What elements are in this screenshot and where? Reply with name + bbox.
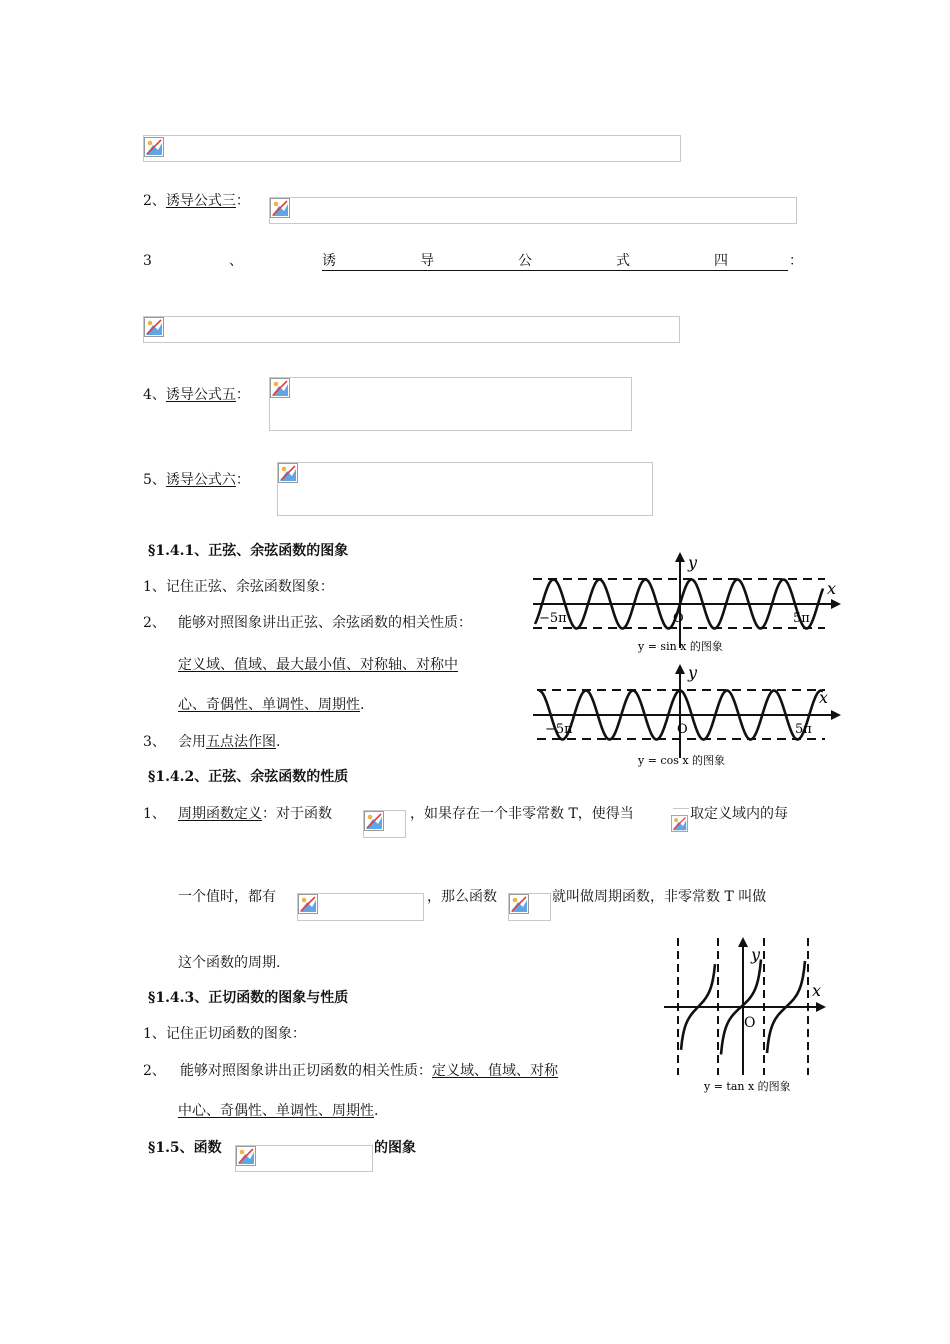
formula-item-2: 2、诱导公式三： <box>143 193 250 209</box>
s142-line-2-a: 一个值时，都有 <box>178 889 276 905</box>
s141-item-1: 1、记住正弦、余弦函数图象： <box>143 579 334 595</box>
x-axis-label: x <box>827 579 837 598</box>
broken-image-icon <box>236 1146 256 1166</box>
s142-line-3: 这个函数的周期. <box>178 955 281 971</box>
s141-item-2-num: 2、 <box>143 615 166 631</box>
s141-properties-line-1: 定义域、值域、最大最小值、对称轴、对称中 <box>178 657 458 673</box>
section-title-1-4-2: §1.4.2、正弦、余弦函数的性质 <box>148 769 349 785</box>
s141-item-3-text: 会用五点法作图. <box>178 734 281 750</box>
s141-item-3-num: 3、 <box>143 734 166 750</box>
x-axis-arrow-icon <box>816 1002 826 1012</box>
tangent-graph <box>660 930 830 1096</box>
y-axis-arrow-icon <box>738 937 748 947</box>
broken-image-icon <box>144 137 164 157</box>
s143-item-1: 1、记住正切函数的图象： <box>143 1026 306 1042</box>
left-tick-label: −5π <box>545 722 573 737</box>
origin-label: O <box>744 1015 756 1031</box>
x-axis-label: x <box>812 981 822 1000</box>
y-axis-label: y <box>688 663 698 682</box>
broken-image-icon <box>364 811 384 831</box>
origin-label: O <box>673 611 684 626</box>
x-axis-arrow-icon <box>831 710 841 720</box>
section-title-1-5-pre: §1.5、函数 <box>148 1140 222 1156</box>
y-axis-arrow-icon <box>675 664 685 674</box>
right-tick-label: 5π <box>793 611 810 626</box>
formula-image-frame <box>673 808 689 809</box>
y-axis-label: y <box>751 945 761 964</box>
y-axis-label: y <box>688 553 698 572</box>
section-title-1-4-3: §1.4.3、正切函数的图象与性质 <box>148 990 349 1006</box>
broken-image-icon <box>298 894 318 914</box>
x-axis-label: x <box>819 688 829 707</box>
formula-image-frame <box>277 462 653 516</box>
s142-line-2-c: 就叫做周期函数，非零常数 T 叫做 <box>552 889 767 905</box>
graph-caption: y = tan x 的图象 <box>704 1080 791 1093</box>
cosine-graph <box>525 660 845 772</box>
formula-item-4: 4、诱导公式五： <box>143 387 250 403</box>
formula-image-frame <box>143 316 680 343</box>
graph-caption: y = sin x 的图象 <box>638 640 723 653</box>
s142-item-1-text-c: 取定义域内的每 <box>690 806 788 822</box>
broken-image-icon <box>144 317 164 337</box>
right-tick-label: 5π <box>795 722 812 737</box>
graph-caption: y = cos x 的图象 <box>638 754 726 767</box>
left-tick-label: −5π <box>539 611 567 626</box>
x-axis-arrow-icon <box>831 599 841 609</box>
formula-item-3-colon: ： <box>789 253 803 269</box>
formula-image-frame <box>269 197 797 224</box>
formula-image-frame <box>143 135 681 162</box>
broken-image-icon <box>509 894 529 914</box>
formula-label: 诱导公式五 <box>165 387 236 403</box>
broken-image-icon <box>270 198 290 218</box>
formula-image-frame <box>269 377 632 431</box>
s143-item-2-line-2: 中心、奇偶性、单调性、周期性. <box>178 1103 379 1119</box>
s143-item-2-text: 能够对照图象讲出正切函数的相关性质：定义域、值域、对称 <box>180 1063 558 1079</box>
s142-line-2-b: ，那么函数 <box>427 889 497 905</box>
y-axis-arrow-icon <box>675 552 685 562</box>
sine-graph <box>525 548 845 658</box>
origin-label: O <box>677 722 688 737</box>
broken-image-icon <box>278 463 298 483</box>
section-title-1-4-1: §1.4.1、正弦、余弦函数的图象 <box>148 543 349 559</box>
s143-item-2-num: 2、 <box>143 1063 166 1079</box>
s141-item-2-text: 能够对照图象讲出正弦、余弦函数的相关性质： <box>178 615 472 631</box>
formula-item-5: 5、诱导公式六： <box>143 472 250 488</box>
s142-item-1-label: 周期函数定义：对于函数 <box>178 806 332 822</box>
broken-image-icon <box>270 378 290 398</box>
formula-label: 诱导公式三 <box>165 193 236 209</box>
formula-item-3-label: 诱 导 公 式 四 <box>322 252 788 271</box>
formula-item-3-sep: 、 <box>229 253 243 269</box>
s141-properties-line-2: 心、奇偶性、单调性、周期性. <box>178 697 365 713</box>
broken-image-icon <box>671 815 688 832</box>
formula-item-3-num: 3 <box>143 253 152 269</box>
s142-item-1-num: 1、 <box>143 806 166 822</box>
section-title-1-5-post: 的图象 <box>374 1140 416 1156</box>
formula-label: 诱导公式六 <box>165 472 236 488</box>
s142-item-1-text-b: ，如果存在一个非零常数 T，使得当 <box>410 806 634 822</box>
